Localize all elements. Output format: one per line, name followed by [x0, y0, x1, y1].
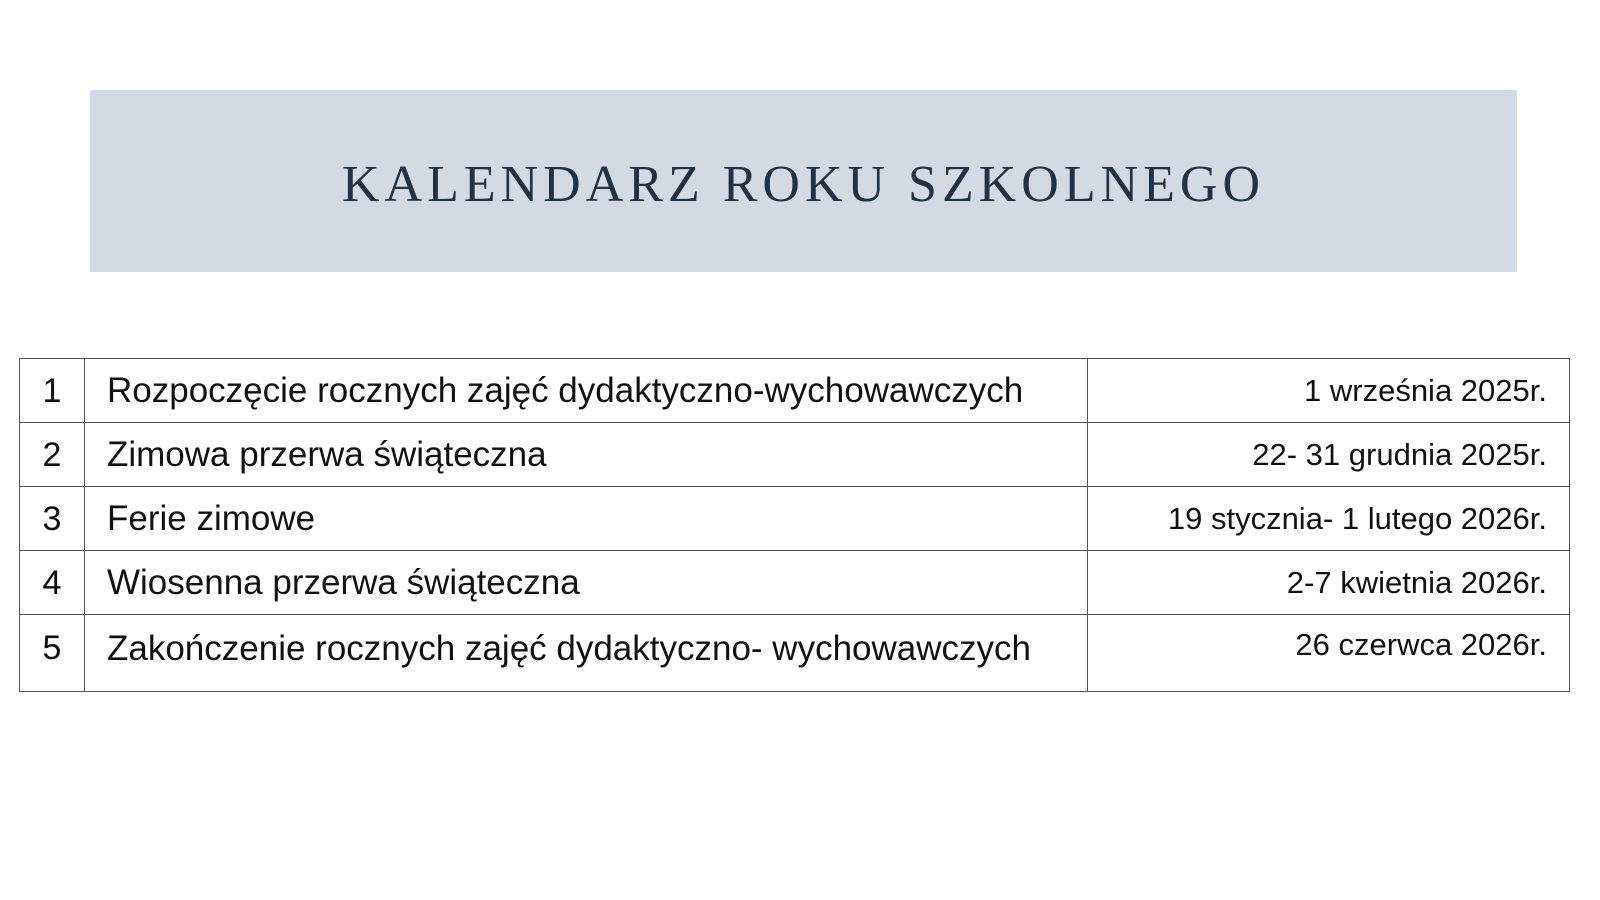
table-row [20, 615, 1570, 692]
row-number: 4 [20, 551, 85, 615]
calendar-table [19, 358, 1570, 692]
event-name: Wiosenna przerwa świąteczna [85, 551, 1088, 615]
event-name: Zakończenie rocznych zajęć dydaktyczno- wychowawczych [85, 615, 1088, 692]
table-row [20, 359, 1570, 423]
event-date: 1 września 2025r. [1088, 359, 1570, 423]
table-row [20, 487, 1570, 551]
row-number: 2 [20, 423, 85, 487]
event-name: Zimowa przerwa świąteczna [85, 423, 1088, 487]
table-row [20, 423, 1570, 487]
row-number: 5 [20, 615, 85, 692]
event-name: Ferie zimowe [85, 487, 1088, 551]
event-date: 2-7 kwietnia 2026r. [1088, 551, 1570, 615]
row-number: 3 [20, 487, 85, 551]
table-row [20, 551, 1570, 615]
event-name: Rozpoczęcie rocznych zajęć dydaktyczno-wychowawczych [85, 359, 1088, 423]
event-date: 19 stycznia- 1 lutego 2026r. [1088, 487, 1570, 551]
page-title: KALENDARZ ROKU SZKOLNEGO [341, 155, 1266, 213]
title-banner [90, 90, 1517, 272]
row-number: 1 [20, 359, 85, 423]
event-date: 22- 31 grudnia 2025r. [1088, 423, 1570, 487]
event-date: 26 czerwca 2026r. [1088, 615, 1570, 692]
